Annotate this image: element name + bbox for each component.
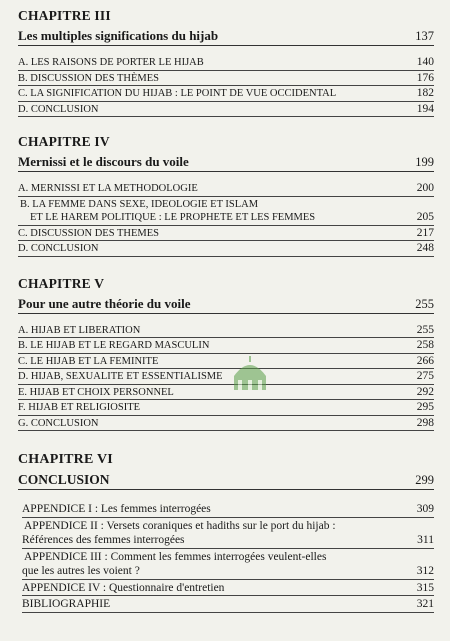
toc-entry[interactable] (18, 56, 434, 71)
page-number: 295 (416, 401, 434, 413)
page-number: 217 (416, 226, 434, 239)
entry-title-line-2-row (18, 211, 434, 226)
toc-entry[interactable] (18, 401, 434, 416)
page-number: 205 (416, 211, 434, 223)
page-number: 298 (416, 416, 434, 429)
section-list (18, 182, 434, 257)
entry-title: B. LE HIJAB ET LE REGARD MASCULIN (18, 340, 210, 351)
toc-entry[interactable] (18, 417, 434, 432)
chapter-subtitle-row[interactable] (18, 154, 434, 172)
section-list (18, 324, 434, 432)
toc-entry[interactable] (18, 386, 434, 401)
page-number: 194 (416, 102, 434, 115)
chapter-6 (18, 452, 434, 613)
entry-title: BIBLIOGRAPHIE (22, 598, 111, 610)
page-number: 321 (416, 598, 434, 610)
entry-title: APPENDICE IV : Questionnaire d'entretien (22, 581, 225, 594)
entry-title: A. MERNISSI ET LA METHODOLOGIE (18, 183, 198, 194)
page-number: 199 (415, 155, 434, 169)
entry-title-line-2: que les autres les voient ? (22, 565, 140, 577)
page-number: 299 (415, 473, 434, 487)
chapter-title: CHAPITRE VI (18, 452, 113, 467)
toc-entry[interactable] (18, 227, 434, 242)
toc-entry[interactable] (22, 519, 434, 549)
chapter-subtitle: Les multiples significations du hijab (18, 28, 219, 43)
page-number: 311 (417, 534, 434, 546)
toc-entry[interactable] (18, 339, 434, 354)
entry-title: D. CONCLUSION (18, 103, 99, 115)
page-number: 255 (415, 296, 434, 311)
entry-title: C. LE HIJAB ET LA FEMINITE (18, 355, 159, 367)
entry-title: D. HIJAB, SEXUALITE ET ESSENTIALISME (18, 371, 223, 382)
dot-leader (185, 533, 414, 548)
toc-entry[interactable] (22, 597, 434, 613)
chapter-subtitle-row[interactable] (18, 296, 434, 314)
dot-leader (110, 487, 416, 488)
dot-leader (315, 211, 413, 225)
chapter-title: CHAPITRE III (18, 8, 111, 23)
toc-entry[interactable] (18, 355, 434, 370)
page-number: 292 (416, 385, 434, 398)
page-number: 182 (416, 87, 434, 99)
page-number: 176 (416, 71, 434, 84)
appendix-list (18, 502, 434, 613)
page-number: 248 (416, 242, 434, 254)
entry-title-line-1: B. LA FEMME DANS SEXE, IDEOLOGIE ET ISLAM (20, 198, 259, 210)
page-number: 315 (416, 581, 434, 594)
toc-entry[interactable] (22, 502, 434, 518)
toc-entry[interactable] (18, 324, 434, 339)
page-number: 200 (416, 182, 434, 194)
entry-title-line-1: APPENDICE III : Comment les femmes interrogées veulent-elles (24, 550, 327, 563)
toc-entry[interactable] (18, 242, 434, 257)
entry-title: E. HIJAB ET CHOIX PERSONNEL (18, 386, 174, 398)
chapter-subtitle-row[interactable] (18, 472, 434, 490)
chapter-subtitle: Mernissi et le discours du voile (18, 154, 189, 169)
page-number: 309 (416, 503, 434, 515)
dot-leader (218, 43, 415, 44)
dot-leader (140, 564, 413, 579)
entry-title: G. CONCLUSION (18, 417, 99, 429)
entry-title-line-2-row (22, 533, 434, 549)
entry-title: A. LES RAISONS DE PORTER LE HIJAB (18, 57, 204, 68)
entry-title: B. DISCUSSION DES THÈMES (18, 72, 159, 84)
entry-title: F. HIJAB ET RELIGIOSITE (18, 402, 141, 413)
chapter-title: CHAPITRE IV (18, 134, 110, 149)
chapter-subtitle-row[interactable] (18, 28, 434, 46)
green-dome-seal-icon (228, 352, 272, 396)
page-number: 137 (415, 29, 434, 43)
page-number: 275 (416, 370, 434, 382)
section-list (18, 56, 434, 117)
toc-entry[interactable] (18, 103, 434, 118)
chapter-subtitle: Pour une autre théorie du voile (18, 295, 191, 311)
entry-title: C. LA SIGNIFICATION DU HIJAB : LE POINT DE VUE OCCIDENTAL (18, 88, 337, 99)
entry-title-line-2-row (22, 564, 434, 580)
entry-title: A. HIJAB ET LIBERATION (18, 324, 141, 336)
dot-leader (191, 311, 416, 312)
entry-title: D. CONCLUSION (18, 243, 99, 254)
page-number: 140 (416, 56, 434, 68)
page-number: 312 (416, 565, 434, 577)
entry-title: APPENDICE I : Les femmes interrogées (22, 503, 211, 515)
toc-entry[interactable] (18, 370, 434, 385)
toc-entry[interactable] (18, 72, 434, 87)
toc-entry[interactable] (18, 182, 434, 197)
entry-title-line-2: ET LE HAREM POLITIQUE : LE PROPHETE ET LES FEMMES (30, 212, 316, 223)
dot-leader (189, 169, 415, 170)
chapter-5 (18, 276, 434, 432)
page-number: 255 (416, 323, 434, 336)
table-of-contents (18, 8, 434, 614)
chapter-4 (18, 134, 434, 257)
chapter-3 (18, 8, 434, 117)
toc-entry[interactable] (22, 550, 434, 580)
page-number: 266 (416, 354, 434, 367)
chapter-title: CHAPITRE V (18, 275, 105, 291)
toc-entry[interactable] (18, 198, 434, 226)
entry-title-line-1: APPENDICE II : Versets coraniques et hadiths sur le port du hijab : (24, 519, 336, 532)
page-number: 258 (416, 339, 434, 351)
entry-title-line-2: Références des femmes interrogées (22, 534, 185, 546)
entry-title: C. DISCUSSION DES THEMES (18, 227, 159, 239)
chapter-subtitle: CONCLUSION (18, 472, 110, 487)
toc-entry[interactable] (18, 87, 434, 102)
toc-entry[interactable] (22, 581, 434, 597)
